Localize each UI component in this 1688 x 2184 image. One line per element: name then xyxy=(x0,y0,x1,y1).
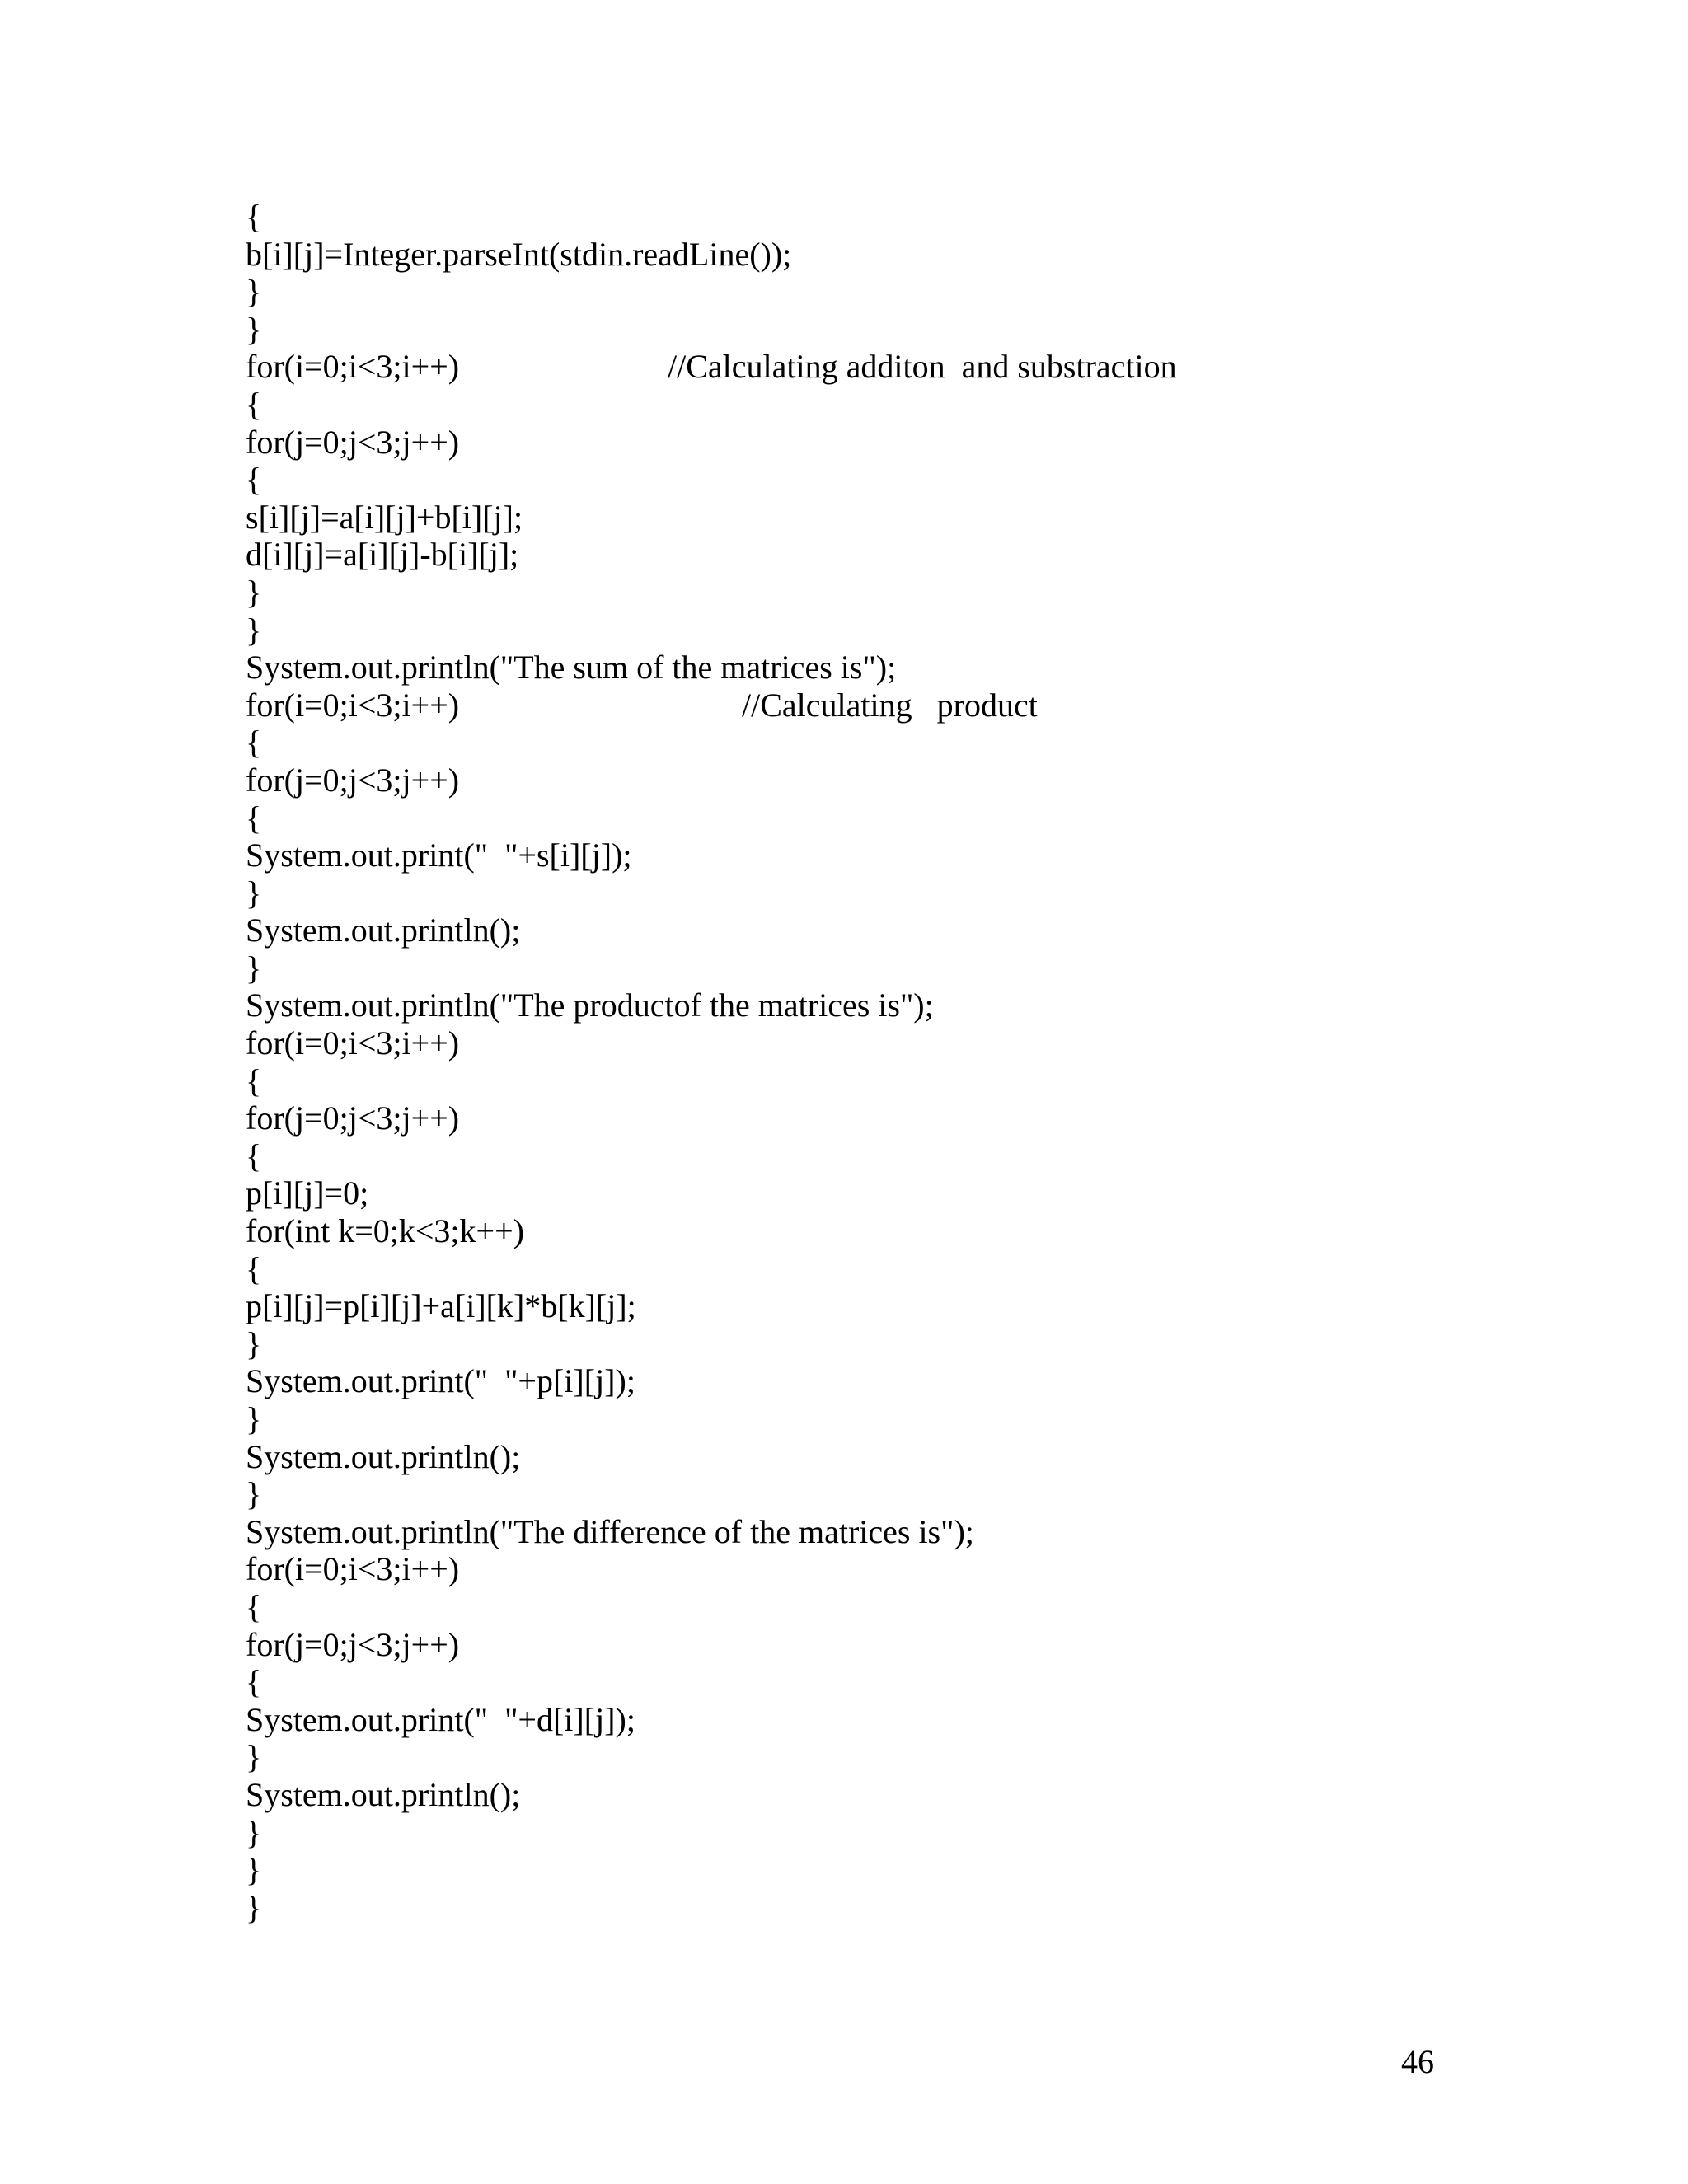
code-text: { xyxy=(246,1663,262,1701)
code-text: { xyxy=(246,1062,262,1099)
code-line xyxy=(246,1438,1482,1476)
code-text: } xyxy=(246,573,262,611)
code-line xyxy=(246,1738,1482,1776)
code-line xyxy=(246,461,1482,499)
code-text: { xyxy=(246,1137,262,1174)
code-text: s[i][j]=a[i][j]+b[i][j]; xyxy=(246,498,523,536)
code-line xyxy=(246,536,1482,574)
code-line xyxy=(246,1701,1482,1739)
code-text: System.out.println("The productof the matrices is"); xyxy=(246,987,934,1024)
code-text: d[i][j]=a[i][j]-b[i][j]; xyxy=(246,536,519,574)
code-text: System.out.print(" "+s[i][j]); xyxy=(246,837,632,874)
code-listing xyxy=(246,198,1482,1926)
code-text: System.out.print(" "+p[i][j]); xyxy=(246,1362,635,1400)
code-line xyxy=(246,574,1482,612)
code-text: for(j=0;j<3;j++) xyxy=(246,423,460,461)
code-line xyxy=(246,499,1482,537)
code-line xyxy=(246,987,1482,1024)
code-line xyxy=(246,1663,1482,1701)
code-text: for(i=0;i<3;i++) xyxy=(246,348,460,386)
code-text: System.out.println(); xyxy=(246,912,521,949)
code-line xyxy=(246,1099,1482,1137)
code-line xyxy=(246,424,1482,462)
code-line xyxy=(246,1851,1482,1889)
code-text: System.out.println("The sum of the matrices is"); xyxy=(246,649,897,687)
code-line xyxy=(246,198,1482,236)
code-text: System.out.println(); xyxy=(246,1437,521,1475)
code-text: } xyxy=(246,273,262,311)
code-text: } xyxy=(246,874,262,912)
code-line xyxy=(246,612,1482,649)
code-line xyxy=(246,1024,1482,1062)
code-text: for(i=0;i<3;i++) xyxy=(246,1550,460,1588)
code-line xyxy=(246,348,1482,386)
code-text: { xyxy=(246,461,262,499)
code-comment-addition-subtraction: //Calculating additon and substraction xyxy=(668,348,1177,386)
code-line xyxy=(246,649,1482,687)
code-line xyxy=(246,874,1482,912)
code-line xyxy=(246,762,1482,799)
code-text: } xyxy=(246,949,262,987)
code-text: p[i][j]=p[i][j]+a[i][k]*b[k][j]; xyxy=(246,1287,636,1325)
code-line xyxy=(246,1212,1482,1250)
code-text: System.out.print(" "+d[i][j]); xyxy=(246,1700,635,1738)
code-line xyxy=(246,1174,1482,1212)
code-line xyxy=(246,1362,1482,1400)
code-line xyxy=(246,724,1482,762)
code-line xyxy=(246,687,1482,724)
code-text: System.out.println(); xyxy=(246,1775,521,1813)
code-text: for(int k=0;k<3;k++) xyxy=(246,1212,524,1250)
page-number: 46 xyxy=(1401,2043,1434,2080)
code-line xyxy=(246,236,1482,274)
code-line xyxy=(246,1475,1482,1513)
code-line xyxy=(246,912,1482,949)
code-line xyxy=(246,799,1482,837)
code-line xyxy=(246,1588,1482,1626)
code-text: { xyxy=(246,198,262,235)
code-comment-product: //Calculating product xyxy=(742,686,1038,724)
code-line xyxy=(246,1325,1482,1363)
code-line xyxy=(246,1062,1482,1100)
code-line xyxy=(246,1626,1482,1664)
code-line xyxy=(246,1513,1482,1551)
code-text: { xyxy=(246,1249,262,1287)
code-line xyxy=(246,949,1482,987)
code-line xyxy=(246,386,1482,424)
code-text: { xyxy=(246,799,262,837)
code-line xyxy=(246,1550,1482,1588)
code-text: } xyxy=(246,1888,262,1926)
code-line xyxy=(246,1287,1482,1325)
code-line xyxy=(246,1889,1482,1927)
code-text: } xyxy=(246,1475,262,1513)
code-text: } xyxy=(246,1813,262,1851)
code-text: } xyxy=(246,1851,262,1889)
code-text: System.out.println("The difference of the matrices is"); xyxy=(246,1512,974,1550)
code-text: } xyxy=(246,1324,262,1362)
code-text: b[i][j]=Integer.parseInt(stdin.readLine()); xyxy=(246,235,792,273)
code-text: for(i=0;i<3;i++) xyxy=(246,1024,460,1062)
code-text: p[i][j]=0; xyxy=(246,1174,369,1212)
code-line xyxy=(246,837,1482,874)
code-text: } xyxy=(246,1400,262,1437)
code-line xyxy=(246,273,1482,311)
code-line xyxy=(246,1814,1482,1852)
code-text: for(j=0;j<3;j++) xyxy=(246,1625,460,1663)
code-line xyxy=(246,1250,1482,1288)
code-text: for(i=0;i<3;i++) xyxy=(246,686,460,724)
code-text: } xyxy=(246,611,262,649)
code-line xyxy=(246,311,1482,349)
code-line xyxy=(246,1137,1482,1175)
code-text: } xyxy=(246,310,262,348)
code-text: } xyxy=(246,1738,262,1776)
code-text: { xyxy=(246,724,262,762)
code-text: { xyxy=(246,1587,262,1625)
code-line xyxy=(246,1776,1482,1814)
code-text: for(j=0;j<3;j++) xyxy=(246,761,460,799)
code-text: { xyxy=(246,385,262,423)
code-line xyxy=(246,1400,1482,1438)
code-text: for(j=0;j<3;j++) xyxy=(246,1099,460,1137)
